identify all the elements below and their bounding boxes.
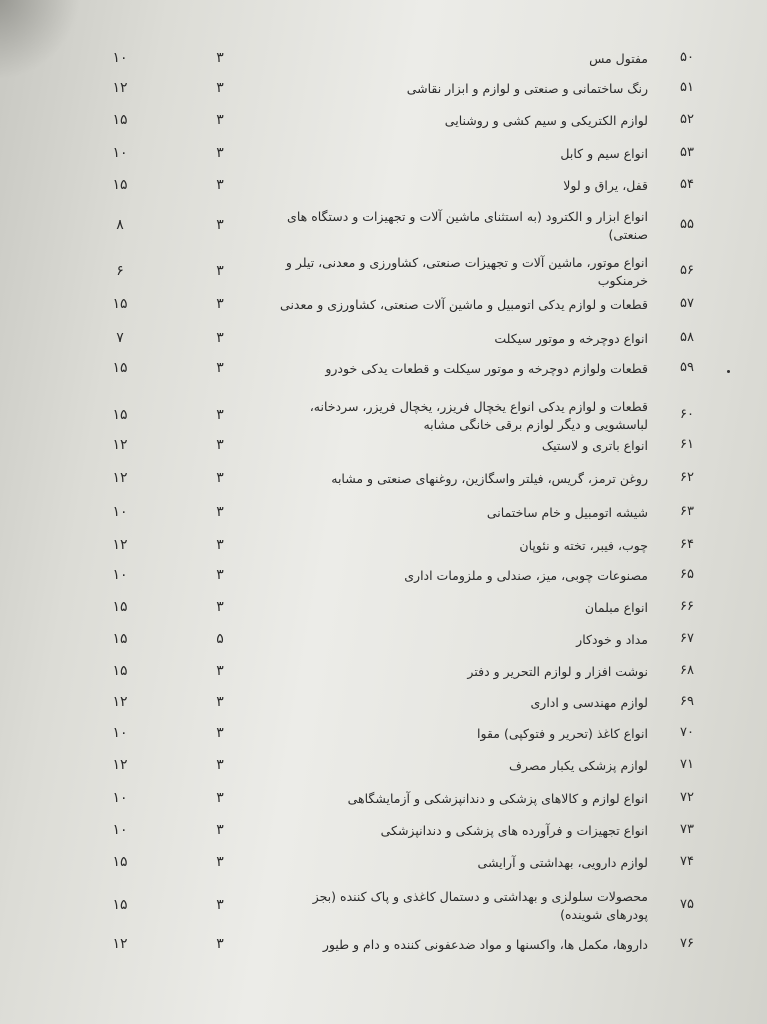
value-column-4: ۱۵	[112, 177, 128, 193]
row-number: ۷۲	[680, 790, 694, 805]
value-column-3: ۳	[216, 217, 224, 233]
value-column-3: ۳	[216, 599, 224, 615]
value-column-4: ۱۰	[112, 567, 128, 583]
row-number: ۶۶	[680, 599, 694, 614]
item-name: انواع سیم و کابل	[560, 146, 648, 161]
item-name: داروها، مکمل ها، واکسنها و مواد ضدعفونی کننده و دام و طیور	[322, 937, 648, 952]
value-column-4: ۱۵	[112, 663, 128, 679]
value-column-3: ۳	[216, 897, 224, 913]
value-column-4: ۱۵	[112, 599, 128, 615]
row-number: ۶۵	[680, 567, 694, 582]
row-number: ۶۱	[680, 437, 694, 452]
row-number: ۶۴	[680, 537, 694, 552]
row-number: ۵۹	[680, 360, 694, 375]
value-column-3: ۳	[216, 663, 224, 679]
item-name: قطعات و لوازم یدکی انواع یخچال فریزر، یخچال فریزر، سردخانه، لباسشویی و دیگر لوازم برقی خانگی مشابه	[309, 399, 648, 432]
value-column-3: ۳	[216, 757, 224, 773]
item-name: چوب، فیبر، تخته و نئوپان	[519, 538, 648, 553]
row-number: ۶۷	[680, 631, 694, 646]
value-column-3: ۳	[216, 790, 224, 806]
value-column-3: ۳	[216, 936, 224, 952]
value-column-3: ۳	[216, 407, 224, 423]
item-name: انواع موتور، ماشین آلات و تجهیزات صنعتی، کشاورزی و معدنی، تیلر و خرمنکوب	[285, 255, 648, 288]
value-column-4: ۱۲	[112, 936, 128, 952]
row-number: ۶۳	[680, 504, 694, 519]
value-column-4: ۱۲	[112, 470, 128, 486]
value-column-4: ۱۵	[112, 897, 128, 913]
value-column-3: ۳	[216, 725, 224, 741]
item-name: رنگ ساختمانی و صنعتی و لوازم و ابزار نقاشی	[406, 81, 648, 96]
row-number: ۶۲	[680, 470, 694, 485]
item-name: لوازم مهندسی و اداری	[530, 695, 648, 710]
value-column-3: ۳	[216, 360, 224, 376]
row-number: ۷۵	[680, 897, 694, 912]
value-column-3: ۳	[216, 694, 224, 710]
value-column-4: ۱۲	[112, 694, 128, 710]
item-name: مفتول مس	[589, 51, 648, 66]
row-number: ۷۳	[680, 822, 694, 837]
value-column-3: ۳	[216, 145, 224, 161]
value-column-3: ۵	[216, 631, 224, 647]
item-name: مصنوعات چوبی، میز، صندلی و ملزومات اداری	[404, 568, 648, 583]
row-number: ۶۰	[680, 407, 694, 422]
value-column-3: ۳	[216, 50, 224, 66]
value-column-4: ۱۵	[112, 360, 128, 376]
value-column-4: ۶	[116, 263, 124, 279]
value-column-3: ۳	[216, 296, 224, 312]
item-name: لوازم الکتریکی و سیم کشی و روشنایی	[444, 113, 648, 128]
value-column-4: ۱۲	[112, 537, 128, 553]
item-name: انواع مبلمان	[584, 600, 648, 615]
row-number: ۵۰	[680, 50, 694, 65]
value-column-4: ۱۵	[112, 296, 128, 312]
value-column-3: ۳	[216, 470, 224, 486]
item-name: مداد و خودکار	[576, 632, 648, 647]
row-number: ۵۲	[680, 112, 694, 127]
value-column-4: ۱۵	[112, 112, 128, 128]
value-column-3: ۳	[216, 112, 224, 128]
value-column-4: ۱۲	[112, 757, 128, 773]
item-name: انواع لوازم و کالاهای پزشکی و دندانپزشکی و آزمایشگاهی	[347, 791, 648, 806]
item-name: محصولات سلولزی و بهداشتی و دستمال کاغذی و پاک کننده (بجز پودرهای شوینده)	[312, 889, 648, 922]
row-number: ۵۶	[680, 263, 694, 278]
item-name: روغن ترمز، گریس، فیلتر واسگازین، روغنهای صنعتی و مشابه	[331, 471, 648, 486]
row-number: ۷۰	[680, 725, 694, 740]
value-column-3: ۳	[216, 854, 224, 870]
value-column-3: ۳	[216, 537, 224, 553]
value-column-3: ۳	[216, 330, 224, 346]
value-column-4: ۱۵	[112, 631, 128, 647]
value-column-4: ۱۰	[112, 725, 128, 741]
item-name: شیشه اتومبیل و خام ساختمانی	[486, 505, 648, 520]
row-number: ۵۱	[680, 80, 694, 95]
value-column-3: ۳	[216, 80, 224, 96]
row-number: ۵۷	[680, 296, 694, 311]
row-number: ۷۴	[680, 854, 694, 869]
value-column-4: ۱۲	[112, 437, 128, 453]
item-name: نوشت افزار و لوازم التحریر و دفتر	[467, 664, 648, 679]
value-column-3: ۳	[216, 822, 224, 838]
row-number: ۵۴	[680, 177, 694, 192]
value-column-4: ۷	[116, 330, 124, 346]
item-name: انواع دوچرخه و موتور سیکلت	[494, 331, 648, 346]
row-number: ۷۱	[680, 757, 694, 772]
row-number: ۵۵	[680, 217, 694, 232]
value-column-4: ۱۰	[112, 145, 128, 161]
row-number: ۷۶	[680, 936, 694, 951]
row-number: ۵۸	[680, 330, 694, 345]
row-number: ۵۳	[680, 145, 694, 160]
value-column-3: ۳	[216, 504, 224, 520]
item-name: انواع باتری و لاستیک	[541, 438, 648, 453]
value-column-4: ۱۲	[112, 80, 128, 96]
value-column-3: ۳	[216, 263, 224, 279]
value-column-3: ۳	[216, 567, 224, 583]
value-column-4: ۱۰	[112, 504, 128, 520]
value-column-4: ۱۵	[112, 854, 128, 870]
value-column-4: ۱۰	[112, 790, 128, 806]
value-column-4: ۱۵	[112, 407, 128, 423]
item-name: انواع ابزار و الکترود (به استثنای ماشین آلات و تجهیزات و دستگاه های صنعتی)	[287, 209, 648, 242]
item-name: لوازم دارویی، بهداشتی و آرایشی	[477, 855, 648, 870]
row-number: ۶۹	[680, 694, 694, 709]
row-number: ۶۸	[680, 663, 694, 678]
item-name: لوازم پزشکی یکبار مصرف	[509, 758, 648, 773]
value-column-4: ۱۰	[112, 822, 128, 838]
value-column-4: ۸	[116, 217, 124, 233]
value-column-3: ۳	[216, 177, 224, 193]
item-name: انواع کاغذ (تحریر و فتوکپی) مقوا	[477, 726, 648, 741]
item-name: قطعات و لوازم یدکی اتومبیل و ماشین آلات صنعتی، کشاورزی و معدنی	[280, 297, 648, 312]
item-name: قفل، یراق و لولا	[563, 178, 648, 193]
item-name: قطعات ولوازم دوچرخه و موتور سیکلت و قطعات یدکی خودرو	[325, 361, 648, 376]
item-name: انواع تجهیزات و فرآورده های پزشکی و دندانپزشکی	[380, 823, 648, 838]
value-column-3: ۳	[216, 437, 224, 453]
value-column-4: ۱۰	[112, 50, 128, 66]
